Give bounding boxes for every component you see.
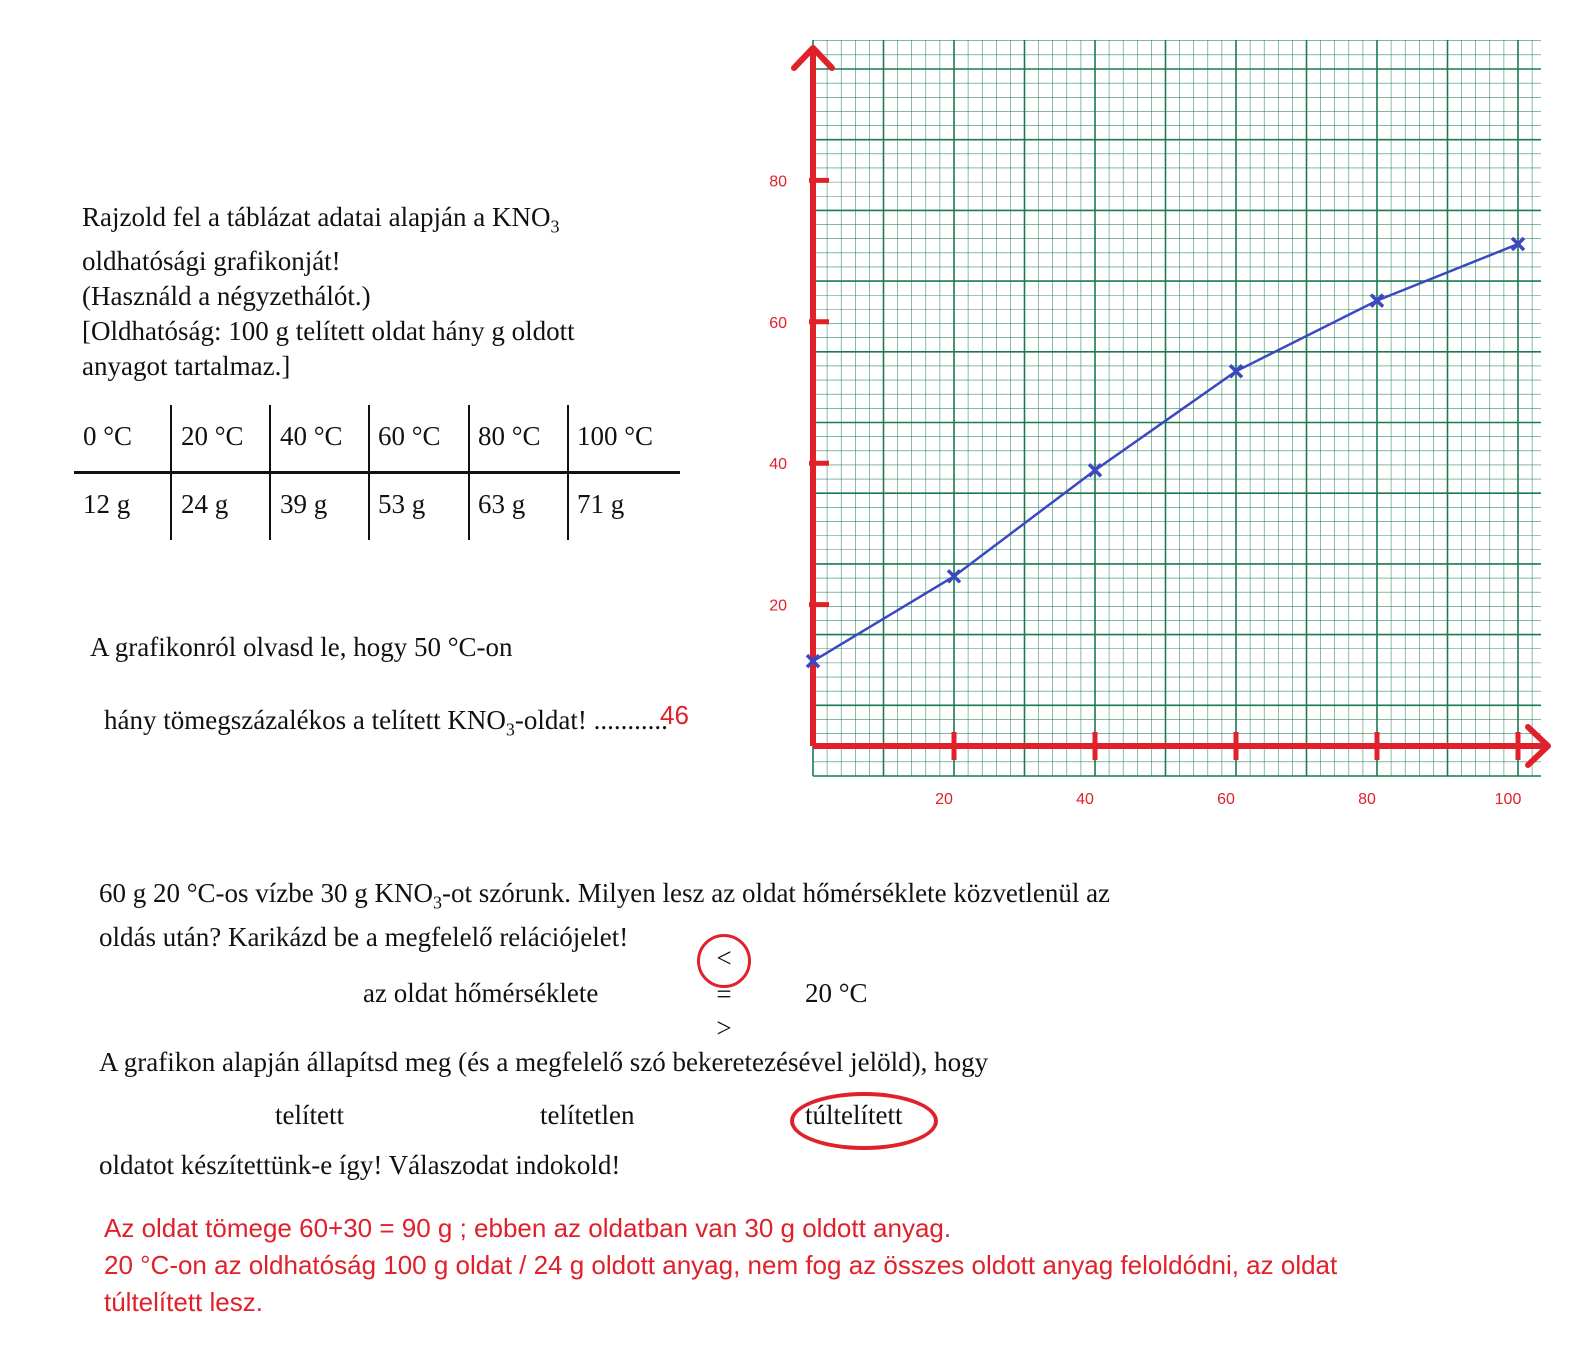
question-1-line-1: A grafikonról olvasd le, hogy 50 °C-on: [90, 632, 513, 662]
table-value-cell: 39 g: [280, 489, 328, 519]
temperature-label: az oldat hőmérséklete: [363, 978, 599, 1008]
table-value-cell: 71 g: [577, 489, 625, 519]
question-2-line-1: 60 g 20 °C-os vízbe 30 g $KNO_3-ot$ szórunk. Milyen lesz az oldat hőmérséklete közvetlenül az: [99, 878, 1111, 913]
table-header-cell: 0 °C: [83, 421, 133, 451]
table-value-cell: 24 g: [181, 489, 229, 519]
option-saturated[interactable]: telített: [275, 1100, 344, 1130]
explanation-line-3: túltelített lesz.: [104, 1287, 263, 1317]
table-header-cell: 60 °C: [378, 421, 441, 451]
question-2: [99, 876, 1110, 955]
question-1-line-2: hány tömegszázalékos a telített $KNO_3$-oldat! ...........: [104, 705, 668, 740]
instructions-line-1: Rajzold fel a táblázat adatai alapján a $KNO_3$: [82, 202, 560, 237]
relation-less-than[interactable]: <: [716, 943, 732, 973]
chart-grid: [813, 40, 1541, 776]
x-tick-label: 20: [935, 791, 953, 808]
instructions-line-4: [Oldhatóság: 100 g telített oldat hány g oldott: [82, 316, 575, 347]
y-tick-label: 40: [769, 456, 787, 474]
question-3-line-2: oldatot készítettünk-e így! Válaszodat indokold!: [99, 1150, 621, 1180]
table-value-cell: 63 g: [478, 489, 526, 519]
y-tick-label: 20: [769, 597, 787, 615]
x-tick-label: 80: [1358, 791, 1376, 808]
relation-equal[interactable]: =: [716, 979, 732, 1009]
relation-circle-mark: [697, 934, 751, 988]
y-tick-label: 60: [769, 314, 787, 332]
option-circle-mark: [790, 1092, 938, 1150]
instructions-line-3: (Használd a négyzethálót.): [82, 281, 371, 312]
relation-greater-than[interactable]: >: [716, 1013, 732, 1043]
grid-background: [813, 40, 1541, 776]
instructions-line-2: oldhatósági grafikonját!: [82, 246, 341, 277]
option-supersaturated[interactable]: túltelített: [805, 1100, 903, 1130]
table-value-cell: 53 g: [378, 489, 426, 519]
table-header-cell: 40 °C: [280, 421, 343, 451]
x-tick-label: 40: [1076, 791, 1094, 808]
temperature-value: 20 °C: [805, 978, 868, 1008]
x-tick-label: 60: [1217, 791, 1235, 808]
table-header-cell: 20 °C: [181, 421, 244, 451]
table-value-cell: 12 g: [83, 489, 131, 519]
table-header-cell: 80 °C: [478, 421, 541, 451]
question-3-line-1: A grafikon alapján állapítsd meg (és a megfelelő szó bekeretezésével jelöld), hogy: [99, 1047, 989, 1077]
question-2-line-2: oldás után? Karikázd be a megfelelő relációjelet!: [99, 922, 629, 953]
x-tick-label: 100: [1494, 791, 1522, 808]
answer-explanation: [104, 1210, 1484, 1321]
explanation-line-1: Az oldat tömege 60+30 = 90 g ; ebben az oldatban van 30 g oldott anyag.: [104, 1213, 952, 1243]
y-tick-label: 80: [769, 173, 787, 191]
instructions-line-5: anyagot tartalmaz.]: [82, 351, 291, 382]
option-unsaturated[interactable]: telítetlen: [540, 1100, 635, 1130]
table-header-cell: 100 °C: [577, 421, 654, 451]
question-1-answer: 46: [660, 700, 689, 730]
explanation-line-2: 20 °C-on az oldhatóság 100 g oldat / 24 g oldott anyag, nem fog az összes oldott anyag feloldódni, az oldat: [104, 1250, 1338, 1280]
